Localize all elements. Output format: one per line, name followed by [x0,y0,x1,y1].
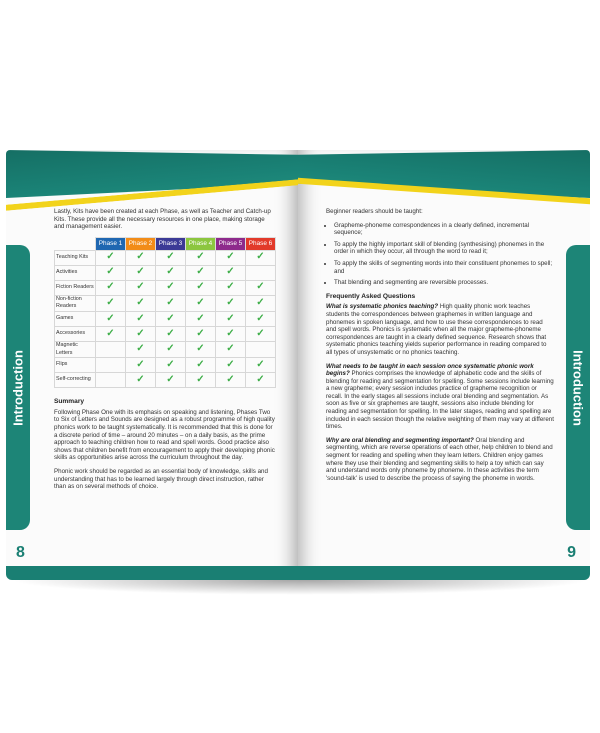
table-row [55,265,276,280]
table-row [55,373,276,388]
check-icon: ✓ [166,251,175,263]
check-icon: ✓ [136,373,145,385]
table-cell [126,295,156,311]
table-body [55,250,276,387]
faq-heading: Frequently Asked Questions [326,292,416,300]
check-icon: ✓ [166,281,175,293]
check-icon: ✓ [196,297,205,309]
check-icon: ✓ [166,297,175,309]
table-cell [156,295,186,311]
phase-header-2: Phase 2 [126,237,156,250]
table-cell [246,280,276,295]
table-cell [216,373,246,388]
bullet-item: • That blending and segmenting are reversible processes. [334,279,554,287]
row-label: Flips [55,358,96,373]
table-cell [156,265,186,280]
table-cell [216,295,246,311]
table-cell [216,265,246,280]
check-icon: ✓ [226,312,235,324]
check-icon: ✓ [136,343,145,355]
intro-line: Beginner readers should be taught: [326,208,423,215]
table-corner [55,237,96,250]
check-icon: ✓ [166,312,175,324]
table-row [55,250,276,265]
table-cell [216,326,246,341]
table-cell [186,265,216,280]
side-tab-label: Introduction [10,349,26,426]
left-page-content [54,208,276,497]
table-cell [126,373,156,388]
table-cell [246,295,276,311]
header-band [6,150,298,198]
table-cell [216,341,246,357]
table-cell [246,358,276,373]
table-cell [216,311,246,326]
table-cell [156,311,186,326]
side-tab-label: Introduction [570,349,586,426]
table-cell [156,280,186,295]
check-icon: ✓ [226,281,235,293]
table-cell [246,311,276,326]
bullet-item: • To apply the skills of segmenting words into their constituent phonemes to spell; and [334,260,554,275]
row-label: Fiction Readers [55,280,96,295]
table-cell [156,326,186,341]
check-icon: ✓ [136,266,145,278]
check-icon: ✓ [166,373,175,385]
faq-item [326,363,554,431]
check-icon: ✓ [106,281,115,293]
check-icon: ✓ [256,297,265,309]
table-cell [186,280,216,295]
table-cell [156,373,186,388]
table-row [55,311,276,326]
table-row [55,358,276,373]
table-cell [96,265,126,280]
footer-band [6,566,298,580]
check-icon: ✓ [196,312,205,324]
check-icon: ✓ [196,266,205,278]
check-icon: ✓ [166,327,175,339]
table-cell [156,250,186,265]
page-number-right: 9 [567,544,576,561]
phase-header-4: Phase 4 [186,237,216,250]
row-label: Self-correcting [55,373,96,388]
table-cell [246,341,276,357]
bullet-list [326,222,554,287]
table-cell [126,311,156,326]
bullet-item: • Grapheme-phoneme correspondences in a clearly defined, incremental sequence; [334,222,554,237]
row-label: Games [55,311,96,326]
side-tab-right [566,245,590,530]
check-icon: ✓ [106,297,115,309]
left-page [6,150,298,580]
table-row [55,280,276,295]
table-cell [246,250,276,265]
table-cell [186,311,216,326]
check-icon: ✓ [226,373,235,385]
table-cell [96,311,126,326]
check-icon: ✓ [256,312,265,324]
check-icon: ✓ [226,266,235,278]
row-label: Accessories [55,326,96,341]
table-row [55,341,276,357]
row-label: Magnetic Letters [55,341,96,357]
table-cell [156,358,186,373]
right-page [298,150,590,580]
row-label: Teaching Kits [55,250,96,265]
phase-header-3: Phase 3 [156,237,186,250]
faq-answer: Oral blending and segmenting, which are reverse operations of each other, help children to blend and segment for reading and spelling when they learn letters. Children enjoy games where they use their blending and segmenting skills to help a toy which can say and understand words only phoneme by phoneme. In these activities the term 'sound-talk' is used to describe the process of saying the phoneme in words. [326,436,553,482]
page-number-left: 8 [16,544,25,561]
check-icon: ✓ [226,358,235,370]
right-page-content [326,208,554,488]
table-cell [246,326,276,341]
faq-item [326,303,554,356]
table-cell [246,265,276,280]
faq-question: Why are oral blending and segmenting important? [326,436,474,444]
table-cell [216,358,246,373]
faq-question: What is systematic phonics teaching? [326,303,439,311]
check-icon: ✓ [256,327,265,339]
phase-header-1: Phase 1 [96,237,126,250]
table-cell [96,295,126,311]
check-icon: ✓ [226,251,235,263]
table-cell [96,250,126,265]
footer-band [298,566,590,580]
table-cell [246,373,276,388]
table-cell [96,280,126,295]
check-icon: ✓ [196,373,205,385]
check-icon: ✓ [136,312,145,324]
table-cell [186,295,216,311]
check-icon: ✓ [256,251,265,263]
check-icon: ✓ [106,251,115,263]
check-icon: ✓ [106,266,115,278]
phase-header-5: Phase 5 [216,237,246,250]
table-cell [126,326,156,341]
intro-paragraph: Lastly, Kits have been created at each Phase, as well as Teacher and Catch-up Kits. These provide all the necessary resources in one place, making storage and management easier. [54,208,271,231]
row-label: Non-fiction Readers [55,295,96,311]
check-icon: ✓ [226,327,235,339]
check-icon: ✓ [106,312,115,324]
check-icon: ✓ [196,251,205,263]
check-icon: ✓ [196,358,205,370]
table-cell [126,358,156,373]
check-icon: ✓ [136,327,145,339]
table-cell [126,265,156,280]
bullet-item: • To apply the highly important skill of blending (synthesising) phonemes in the order in which they occur, all through the word to read it; [334,241,554,256]
check-icon: ✓ [226,343,235,355]
table-cell [126,280,156,295]
check-icon: ✓ [196,343,205,355]
faq-item [326,437,554,483]
check-icon: ✓ [166,358,175,370]
table-cell [216,250,246,265]
table-cell [96,373,126,388]
check-icon: ✓ [196,281,205,293]
table-cell [216,280,246,295]
table-cell [96,326,126,341]
check-icon: ✓ [196,327,205,339]
check-icon: ✓ [256,373,265,385]
side-tab-left [6,245,30,530]
table-cell [96,358,126,373]
phase-resource-table [54,237,276,388]
table-cell [126,250,156,265]
phase-header-6: Phase 6 [246,237,276,250]
check-icon: ✓ [136,251,145,263]
summary-heading: Summary [54,398,85,406]
check-icon: ✓ [136,358,145,370]
table-cell [126,341,156,357]
check-icon: ✓ [136,297,145,309]
row-label: Activities [55,265,96,280]
table-header-row [55,237,276,250]
table-cell [186,250,216,265]
table-cell [186,373,216,388]
faq-answer: Phonics comprises the knowledge of alphabetic code and the skills of blending for reading and segmentation for spelling. Some sessions include learning a new grapheme; every session includes practice of grapheme recognition or recall. In the early stages all sessions include oral blending and segmentation. As soon as five or six graphemes are taught, sessions also include blending for reading and segmentation for spelling. In the later stages, reading and spelling are included in each session though the relative weighting of them may vary at different times. [326,370,554,431]
table-cell [186,358,216,373]
check-icon: ✓ [136,281,145,293]
table-cell [96,341,126,357]
open-book [6,150,594,590]
table-row [55,295,276,311]
check-icon: ✓ [166,266,175,278]
summary-paragraph-2: Phonic work should be regarded as an essential body of knowledge, skills and understanding that has to be learned largely through direct instruction, rather than as on several methods of choice. [54,467,268,491]
check-icon: ✓ [226,297,235,309]
faq-question: What needs to be taught in each session once systematic phonic work begins? [326,362,534,378]
summary-paragraph-1: Following Phase One with its emphasis on speaking and listening, Phases Two to Six of Letters and Sounds are designed as a robust programme of high quality phonics work to be taught systematically. It is recommended that this is done for a discrete period of time – around 20 minutes – on a daily basis, as the prime approach to teaching children how to read and spell words. Good practice also shows that children benefit from encouragement to apply their developing phonic skills as opportunities arise across the curriculum throughout the day. [54,408,275,462]
table-cell [186,326,216,341]
check-icon: ✓ [166,343,175,355]
check-icon: ✓ [106,327,115,339]
table-row [55,326,276,341]
table-cell [156,341,186,357]
check-icon: ✓ [256,358,265,370]
table-cell [186,341,216,357]
check-icon: ✓ [256,281,265,293]
faq-answer: High quality phonic work teaches students the correspondences between graphemes in written language and phonemes in spoken language, and how to use these correspondences to read and spell words. Phonics is systematic when all the major grapheme-phoneme correspondences are taught in a clearly defined sequence. Research shows that systematic phonics teaching yields superior performance in reading compared to all types of unsystematic or no phonics teaching. [326,303,547,356]
